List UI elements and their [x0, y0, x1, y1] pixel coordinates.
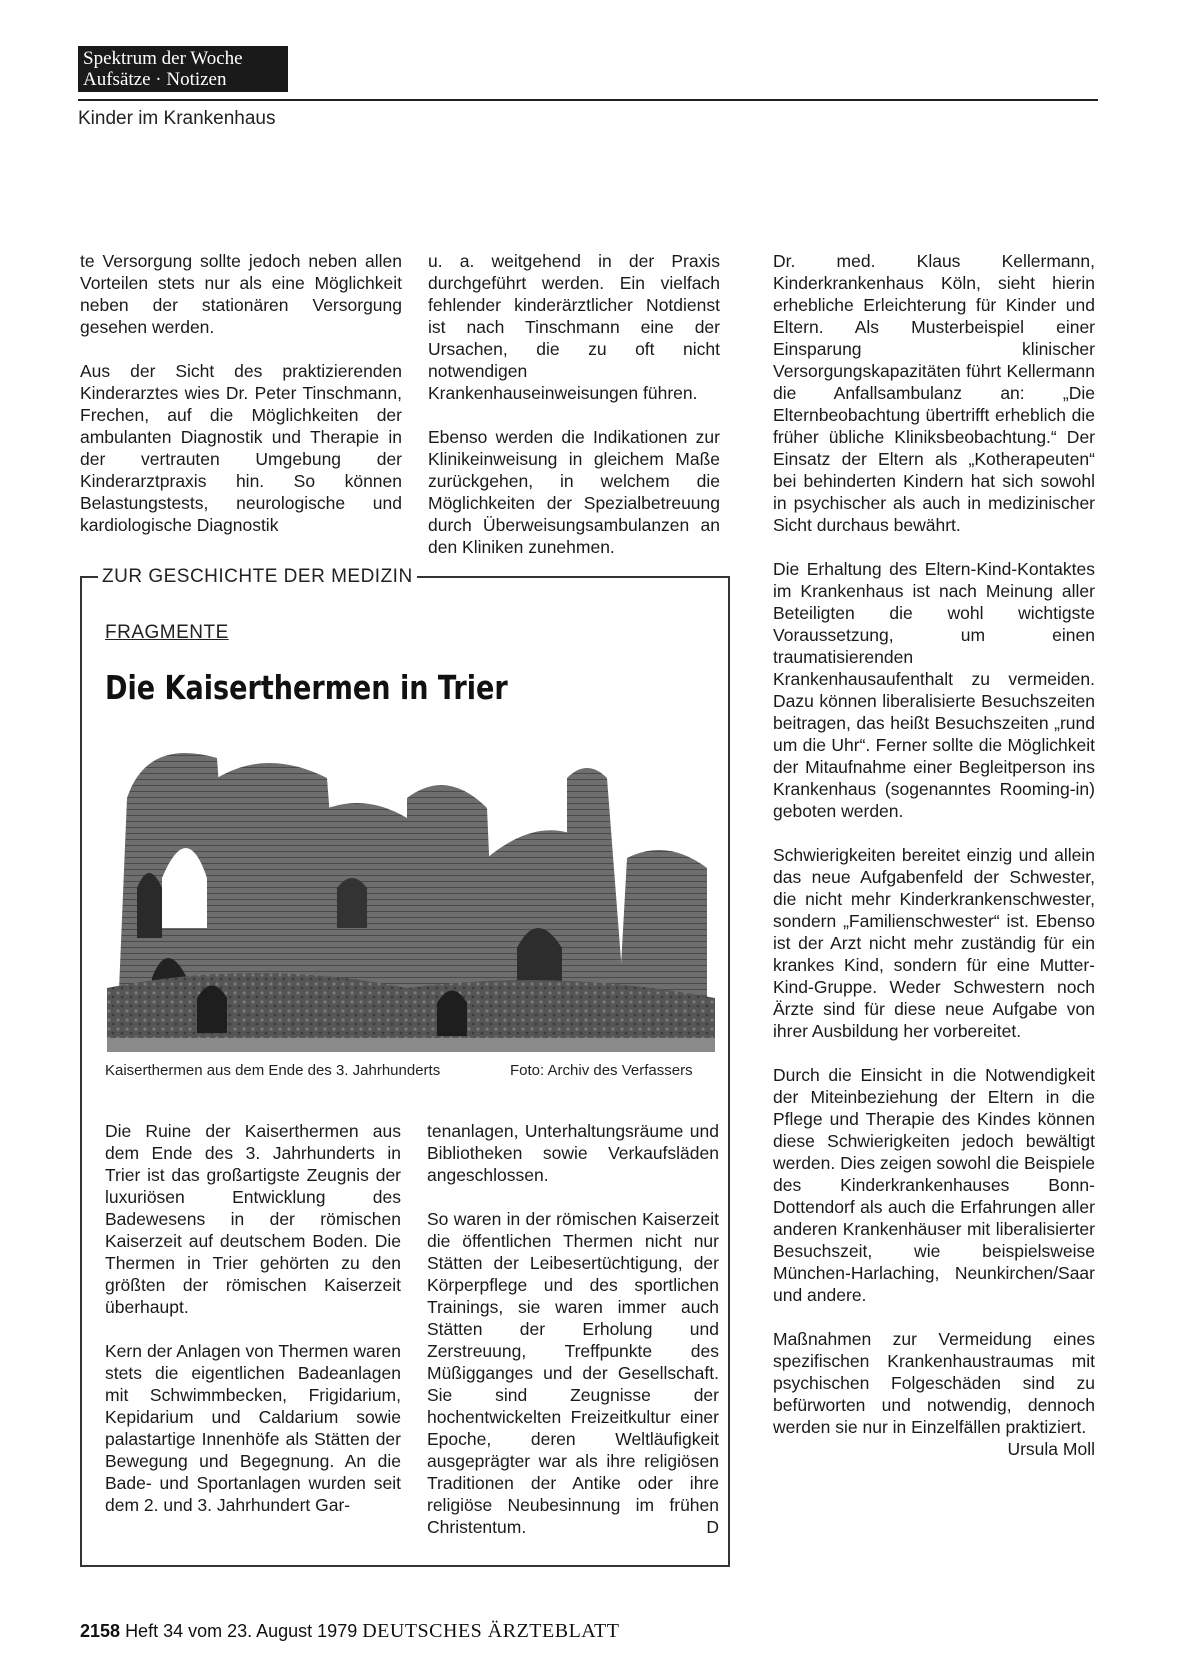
- paragraph: tenanlagen, Unterhaltungsräume und Bibliotheken sowie Verkaufsläden angeschlossen.: [427, 1121, 719, 1185]
- ruins-photo: [107, 738, 715, 1052]
- publication-name: DEUTSCHES ÄRZTEBLATT: [362, 1620, 620, 1642]
- box-column-1: [105, 1120, 401, 1516]
- paragraph: [427, 1208, 719, 1538]
- paragraph: Schwierigkeiten bereitet einzig und allein das neue Aufgabenfeld der Schwester, die nicht mehr Kinderkrankenschwester, sondern „Familienschwester“ ist. Ebenso ist der Arzt nicht mehr zuständig für ein krankes Kind, sondern für eine Mutter-Kind-Gruppe. Weder Schwestern noch Ärzte sind für diese neue Aufgabe von ihrer Ausbildung her vorbereitet.: [773, 845, 1095, 1041]
- final-paragraph: So waren in der römischen Kaiserzeit die öffentlichen Thermen nicht nur Stätten der Leibesertüchtigung, der Körperpflege und des sportlichen Trainings, sie waren immer auch Stätten der Erholung und Zerstreuung, Treffpunkte des Müßigganges und der Gesellschaft. Sie sind Zeugnisse der hochentwickelten Freizeitkultur einer Epoche, deren Weltläufigkeit ausgeprägter war als ihre religiösen Traditionen der Antike oder ihre religiöse Neubesinnung im frühen Christentum.: [427, 1209, 719, 1537]
- paragraph: Durch die Einsicht in die Notwendigkeit der Miteinbeziehung der Eltern in die Pflege und Therapie des Kindes können diese Schwierigkeiten jedoch bewältigt werden. Dies zeigen sowohl die Beispiele des Kinderkrankenhauses Bonn-Dottendorf als auch die Erfahrungen aller anderen Krankenhäuser mit liberalisierter Besuchszeit, wie beispielsweise München-Harlaching, Neunkirchen/Saar und andere.: [773, 1065, 1095, 1305]
- page-footer: [80, 1620, 619, 1643]
- paragraph: Die Ruine der Kaiserthermen aus dem Ende des 3. Jahrhunderts in Trier ist das großartigste Zeugnis der luxuriösen Entwicklung des Badewesens in der römischen Kaiserzeit auf deutschem Boden. Die Thermen in Trier gehörten zu den größten der römischen Kaiserzeit überhaupt.: [105, 1121, 401, 1317]
- author-name: Ursula Moll: [1007, 1439, 1095, 1459]
- paragraph: Ebenso werden die Indikationen zur Klinikeinweisung in gleichem Maße zurückgehen, in welchem die Möglichkeiten der Spezialbetreuung durch Überweisungsambulanzen an den Kliniken zunehmen.: [428, 427, 720, 557]
- paragraph: [773, 1328, 1095, 1460]
- box-label: ZUR GESCHICHTE DER MEDIZIN: [98, 566, 417, 588]
- paragraph: te Versorgung sollte jedoch neben allen Vorteilen stets nur als eine Möglichkeit neben der stationären Versorgung gesehen werden.: [80, 251, 402, 337]
- section-header-line2: Aufsätze · Notizen: [83, 69, 227, 90]
- paragraph: Die Erhaltung des Eltern-Kind-Kontaktes im Krankenhaus ist nach Meinung aller Beteiligten die wohl wichtigste Voraussetzung, um einen traumatisierenden Krankenhausaufenthalt zu vermeiden. Dazu können liberalisierte Besuchszeiten beitragen, das heißt Besuchszeiten „rund um die Uhr“. Ferner sollte die Möglichkeit der Mitaufnahme einer Begleitperson ins Krankenhaus (sogenanntes Rooming-in) geboten werden.: [773, 559, 1095, 821]
- header-rule: [78, 99, 1098, 101]
- author-line: [773, 1438, 1095, 1460]
- paragraph: u. a. weitgehend in der Praxis durchgeführt werden. Ein vielfach fehlender kinderärztlicher Notdienst ist nach Tinschmann eine der Ursachen, die zu oft nicht notwendigen Krankenhauseinweisungen führen.: [428, 251, 720, 403]
- section-header-line1: Spektrum der Woche: [83, 48, 243, 69]
- section-header: [78, 46, 288, 92]
- photo-caption: Kaiserthermen aus dem Ende des 3. Jahrhunderts: [105, 1062, 441, 1079]
- page-number: 2158: [80, 1621, 121, 1641]
- box-title: Die Kaiserthermen in Trier: [105, 668, 508, 707]
- paragraph: Dr. med. Klaus Kellermann, Kinderkrankenhaus Köln, sieht hierin erhebliche Erleichterung für Kinder und Eltern. Als Musterbeispiel einer Einsparung klinischer Versorgungskapazitäten führt Kellermann die Anfallsambulanz an: „Die Elternbeobachtung übertrifft erheblich die früher übliche Kliniksbeobachtung.“ Der Einsatz der Eltern als „Kotherapeuten“ bei behinderten Kindern hat sich sowohl in psychischer als auch in medizinischer Sicht durchaus bewährt.: [773, 251, 1095, 535]
- final-paragraph: Maßnahmen zur Vermeidung eines spezifischen Krankenhaustraumas mit psychischen Folgeschäden sind zu befürworten und notwendig, dennoch werden sie nur in Einzelfällen praktiziert.: [773, 1329, 1095, 1437]
- issue-info: Heft 34 vom 23. August 1979: [125, 1621, 358, 1641]
- article-column-3: [773, 250, 1095, 1460]
- photo-credit: Foto: Archiv des Verfassers: [510, 1062, 693, 1079]
- paragraph: Kern der Anlagen von Thermen waren stets die eigentlichen Badeanlagen mit Schwimmbecken, Frigidarium, Kepidarium und Caldarium sowie palastartige Innenhöfe als Stätten der Bewegung und Begegnung. An die Bade- und Sportanlagen wurden seit dem 2. und 3. Jahrhundert Gar-: [105, 1341, 401, 1515]
- topic-heading: Kinder im Krankenhaus: [78, 108, 276, 129]
- article-column-1: [80, 250, 402, 536]
- article-column-2: [428, 250, 720, 558]
- box-subtitle: FRAGMENTE: [105, 622, 229, 643]
- paragraph: Aus der Sicht des praktizierenden Kinderarztes wies Dr. Peter Tinschmann, Frechen, auf die Möglichkeiten der ambulanten Diagnostik und Therapie in der vertrauten Umgebung der Kinderarztpraxis hin. So können Belastungstests, neurologische und kardiologische Diagnostik: [80, 361, 402, 535]
- end-mark: D: [706, 1517, 719, 1537]
- box-column-2: [427, 1120, 719, 1538]
